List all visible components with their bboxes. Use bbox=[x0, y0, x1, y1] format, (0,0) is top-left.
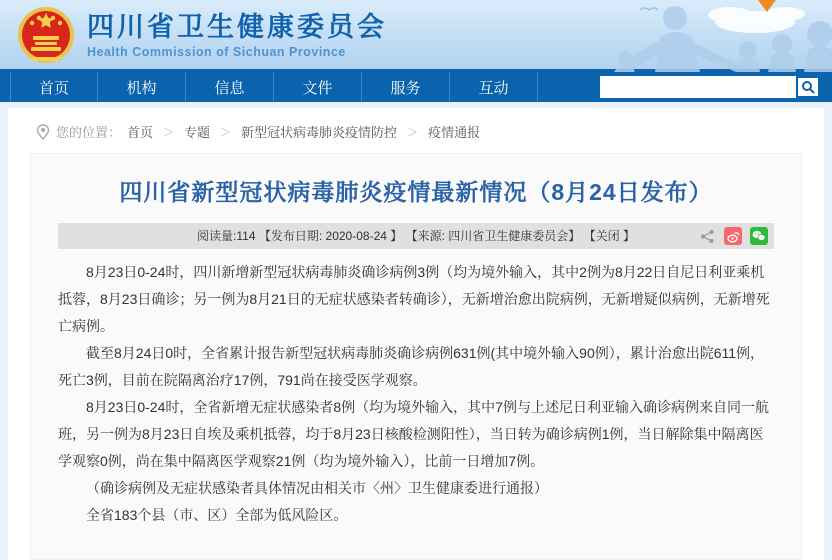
content-wrapper bbox=[8, 108, 824, 560]
breadcrumb-label: 您的位置： bbox=[56, 125, 122, 140]
paragraph: 截至8月24日0时，全省累计报告新型冠状病毒肺炎确诊病例631例(其中境外输入90例），累计治愈出院611例，死亡3例，目前在院隔离治疗17例，791尚在接受医学观察。 bbox=[58, 345, 765, 388]
bird-icon bbox=[640, 8, 658, 10]
search-input[interactable] bbox=[600, 76, 796, 98]
breadcrumb-separator: ＞ bbox=[163, 126, 175, 139]
breadcrumb-home[interactable]: 首页 bbox=[127, 125, 154, 140]
paragraph: 8月23日0-24时，四川新增新型冠状病毒肺炎确诊病例3例（均为境外输入，其中2例为8月22日自尼日利亚乘机抵蓉，8月23日确诊；另一例为8月21日的无症状感染者转确诊），无新增治愈出院病例，无新增疑似病例，无新增死亡病例。 bbox=[58, 264, 770, 334]
site-brand bbox=[17, 5, 387, 65]
weibo-icon[interactable] bbox=[724, 227, 742, 245]
site-header bbox=[0, 0, 832, 72]
nav-item-org[interactable]: 机构 bbox=[98, 72, 186, 102]
breadcrumb-separator: ＞ bbox=[220, 126, 232, 139]
article-meta-bar bbox=[58, 223, 774, 249]
wechat-icon[interactable] bbox=[750, 227, 768, 245]
article-panel bbox=[30, 153, 802, 560]
publish-date: 【发布日期: 2020-08-24 】 bbox=[258, 229, 403, 243]
search-button[interactable] bbox=[796, 76, 820, 98]
breadcrumb-bulletin[interactable]: 疫情通报 bbox=[428, 125, 481, 140]
read-count: 阅读量:114 bbox=[197, 229, 256, 243]
search-icon bbox=[801, 80, 815, 94]
location-pin-icon bbox=[36, 124, 50, 140]
share-icon[interactable] bbox=[698, 227, 716, 245]
national-emblem-logo bbox=[17, 5, 75, 65]
paragraph: 8月23日0-24时，全省新增无症状感染者8例（均为境外输入，其中7例与上述尼日利亚输入确诊病例来自同一航班，另一例为8月23日自埃及乘机抵蓉，均于8月23日核酸检测阳性），当日转为确诊病例1例，当日解除集中隔离医学观察0例，尚在集中隔离医学观察21例（均为境外输入），比前一日增加7例。 bbox=[58, 399, 769, 469]
cloud bbox=[708, 7, 805, 33]
nav-item-home[interactable]: 首页 bbox=[10, 72, 98, 102]
article-source: 【来源: 四川省卫生健康委员会】 bbox=[405, 229, 581, 243]
nav-item-info[interactable]: 信息 bbox=[186, 72, 274, 102]
main-nav bbox=[0, 72, 832, 102]
nav-item-interact[interactable]: 互动 bbox=[450, 72, 538, 102]
article-title: 四川省新型冠状病毒肺炎疫情最新情况（8月24日发布） bbox=[119, 179, 713, 205]
close-button[interactable]: 【关闭 】 bbox=[583, 229, 635, 243]
search-box bbox=[600, 76, 820, 98]
paragraph: 全省183个县（市、区）全部为低风险区。 bbox=[86, 507, 348, 523]
paragraph: （确诊病例及无症状感染者具体情况由相关市〈州〉卫生健康委进行通报） bbox=[86, 480, 548, 496]
nav-item-service[interactable]: 服务 bbox=[362, 72, 450, 102]
nav-item-docs[interactable]: 文件 bbox=[274, 72, 362, 102]
breadcrumb-covid-section[interactable]: 新型冠状病毒肺炎疫情防控 bbox=[241, 125, 398, 140]
breadcrumb-topics[interactable]: 专题 bbox=[184, 125, 211, 140]
site-subtitle: Health Commission of Sichuan Province bbox=[87, 44, 346, 59]
article-body bbox=[58, 259, 774, 529]
breadcrumb bbox=[8, 108, 824, 153]
breadcrumb-separator: ＞ bbox=[407, 126, 419, 139]
site-title: 四川省卫生健康委员会 bbox=[87, 11, 387, 42]
